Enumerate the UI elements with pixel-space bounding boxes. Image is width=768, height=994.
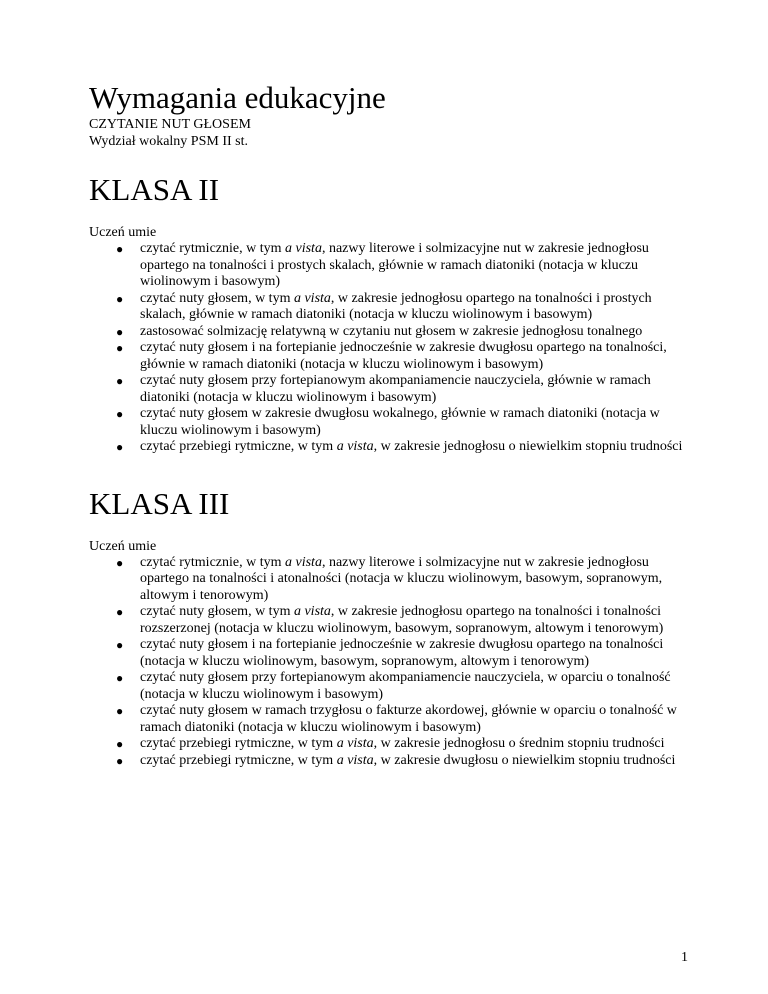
bullet-icon: ● xyxy=(116,407,124,421)
list-item: ● czytać przebiegi rytmiczne, w tym a vista, w zakresie dwugłosu o niewielkim stopniu trudności xyxy=(116,752,676,768)
bullet-icon: ● xyxy=(116,704,124,718)
requirements-list xyxy=(89,555,689,770)
bullet-icon: ● xyxy=(116,374,124,388)
section-intro: Uczeń umie xyxy=(89,538,157,554)
section-intro: Uczeń umie xyxy=(89,225,157,240)
bullet-icon: ● xyxy=(116,242,124,256)
section-klasa-iii xyxy=(89,486,689,770)
list-item: ● czytać nuty głosem w ramach trzygłosu o fakturze akordowej, głównie w oparciu o tonalność w ramach diatoniki (notacja w kluczu wiolinowym i basowym) xyxy=(116,703,677,735)
list-item: ● czytać przebiegi rytmiczne, w tym a vista, w zakresie jednogłosu o średnim stopniu trudności xyxy=(116,736,665,751)
bullet-icon: ● xyxy=(116,291,124,306)
document-subtitle-department: Wydział wokalny PSM II st. xyxy=(89,134,248,149)
page-number: 1 xyxy=(681,950,688,965)
list-item: ● czytać nuty głosem, w tym a vista, w zakresie jednogłosu opartego na tonalności i tonalności rozszerzonej (notacja w kluczu wiolinowym, basowym, sopranowym, altowym i tenorowym) xyxy=(116,604,664,636)
list-item: ● czytać nuty głosem, w tym a vista, w zakresie jednogłosu opartego na tonalności i prostych skalach, głównie w ramach diatoniki (notacja w kluczu wiolinowym i basowym) xyxy=(116,290,652,322)
requirements-list xyxy=(89,241,689,456)
bullet-icon: ● xyxy=(116,324,124,339)
document-subtitle-course: CZYTANIE NUT GŁOSEM xyxy=(89,117,251,132)
bullet-icon: ● xyxy=(116,671,124,685)
bullet-icon: ● xyxy=(116,555,124,570)
list-item: ● zastosować solmizację relatywną w czytaniu nut głosem w zakresie jednogłosu tonalnego xyxy=(116,323,643,339)
bullet-icon: ● xyxy=(116,753,124,768)
list-item: ● czytać rytmicznie, w tym a vista, nazwy literowe i solmizacyjne nut w zakresie jednogłosu opartego na tonalności i prostych skalach, głównie w ramach diatoniki (notacja w kluczu wiolinowym i basowym) xyxy=(116,241,649,289)
bullet-icon: ● xyxy=(116,440,124,454)
list-item: ● czytać nuty głosem i na fortepianie jednocześnie w zakresie dwugłosu opartego na tonalności (notacja w kluczu wiolinowym, basowym, sopranowym, altowym i tenorowym) xyxy=(116,637,664,669)
document-title: Wymagania edukacyjne xyxy=(89,80,386,115)
bullet-icon: ● xyxy=(116,605,124,619)
list-item: ● czytać nuty głosem przy fortepianowym akompaniamencie nauczyciela, w oparciu o tonalność (notacja w kluczu wiolinowym i basowym) xyxy=(116,670,671,702)
bullet-icon: ● xyxy=(116,737,124,751)
list-item: ● czytać nuty głosem w zakresie dwugłosu wokalnego, głównie w ramach diatoniki (notacja w kluczu wiolinowym i basowym) xyxy=(116,406,660,438)
list-item: ● czytać nuty głosem i na fortepianie jednocześnie w zakresie dwugłosu opartego na tonalności, głównie w ramach diatoniki (notacja w kluczu wiolinowym i basowym) xyxy=(116,340,667,372)
list-item: ● czytać rytmicznie, w tym a vista, nazwy literowe i solmizacyjne nut w zakresie jednogłosu opartego na tonalności i atonalności (notacja w kluczu wiolinowym, basowym, sopranowym, altowym i tenorowym) xyxy=(116,554,663,603)
list-item: ● czytać przebiegi rytmiczne, w tym a vista, w zakresie jednogłosu o niewielkim stopniu trudności xyxy=(116,439,683,454)
bullet-icon: ● xyxy=(116,638,124,652)
section-heading: KLASA II xyxy=(89,172,220,207)
list-item: ● czytać nuty głosem przy fortepianowym akompaniamencie nauczyciela, głównie w ramach diatoniki (notacja w kluczu wiolinowym i basowym) xyxy=(116,373,651,405)
bullet-icon: ● xyxy=(116,341,124,355)
section-heading: KLASA III xyxy=(89,485,230,521)
section-klasa-ii xyxy=(89,172,689,456)
document-page xyxy=(89,80,689,769)
